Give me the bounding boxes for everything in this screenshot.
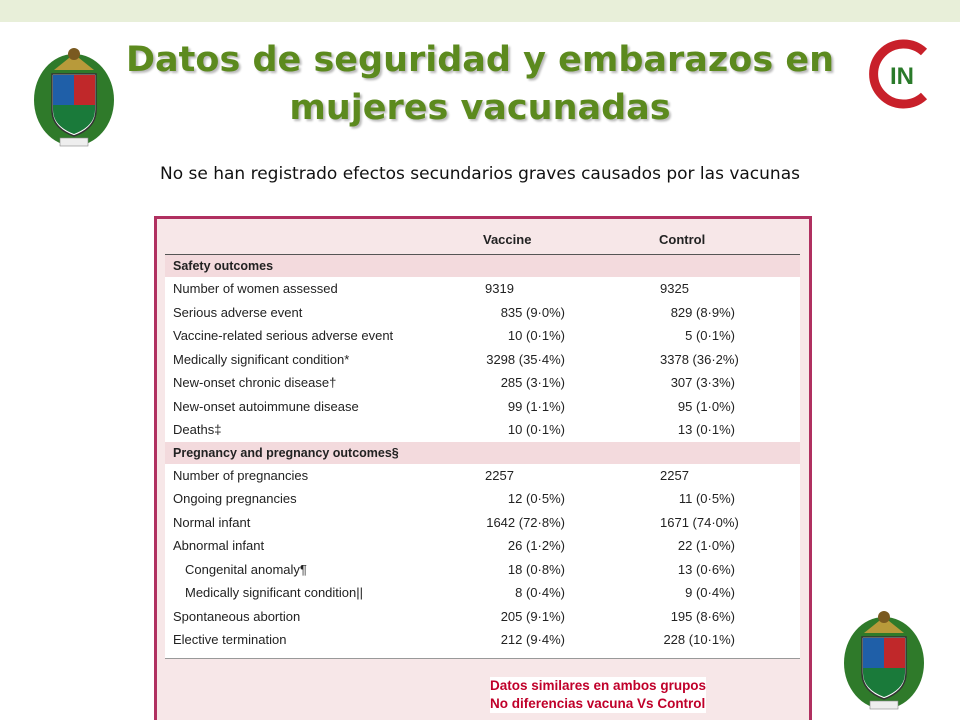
- table-row: [165, 348, 800, 372]
- control-value: 13 (0·1%): [677, 422, 735, 437]
- cin-logo-text: IN: [890, 63, 914, 90]
- vaccine-value: 3298 (35·4%): [486, 351, 565, 367]
- vaccine-value: 205 (9·1%): [500, 608, 565, 624]
- header-control: Control: [659, 232, 706, 247]
- row-label: Medically significant condition||: [185, 585, 364, 600]
- table-bottom-rule: [165, 652, 800, 659]
- row-label: New-onset chronic disease†: [173, 375, 337, 390]
- row-label: Congenital anomaly¶: [185, 561, 307, 577]
- slide-title: Datos de seguridad y embarazos en mujeres vacunadas: [126, 40, 834, 128]
- vaccine-value: 26 (1·2%): [507, 538, 565, 553]
- vaccine-value: 835 (9·0%): [500, 304, 565, 320]
- table-row: [165, 581, 800, 605]
- row-label: Normal infant: [173, 514, 251, 530]
- control-value: 829 (8·9%): [670, 304, 735, 320]
- control-value: 9 (0·4%): [685, 585, 735, 600]
- control-value: 228 (10·1%): [663, 632, 735, 647]
- table-row: [165, 395, 800, 419]
- vaccine-value: 8 (0·4%): [515, 585, 565, 600]
- table-row: [165, 605, 800, 629]
- control-value: 9325: [660, 281, 689, 296]
- vaccine-value: 1642 (72·8%): [486, 514, 565, 530]
- control-value: 13 (0·6%): [677, 561, 735, 577]
- row-label: Number of women assessed: [173, 281, 338, 296]
- control-value: 22 (1·0%): [677, 538, 735, 553]
- table-row: [165, 301, 800, 325]
- vaccine-value: 99 (1·1%): [507, 398, 565, 414]
- control-value: 1671 (74·0%): [660, 514, 739, 530]
- vaccine-value: 10 (0·1%): [507, 422, 565, 437]
- university-crest-logo-small: [840, 602, 928, 716]
- cin-logo: [866, 36, 940, 112]
- row-label: Vaccine-related serious adverse event: [173, 328, 394, 343]
- table-header: [165, 222, 800, 255]
- results-table: [165, 222, 800, 659]
- row-label: Deaths‡: [173, 422, 222, 437]
- control-value: 5 (0·1%): [685, 328, 735, 343]
- top-band: [0, 0, 960, 22]
- note-line-2: No diferencias vacuna Vs Control: [490, 696, 706, 711]
- vaccine-value: 9319: [485, 281, 514, 296]
- university-crest-logo: [30, 40, 118, 152]
- control-value: 3378 (36·2%): [660, 351, 739, 367]
- vaccine-value: 18 (0·8%): [507, 561, 565, 577]
- row-label: Elective termination: [173, 632, 287, 647]
- table-row: [165, 324, 800, 348]
- table-row: [165, 418, 800, 442]
- control-value: 307 (3·3%): [670, 375, 735, 390]
- table-row: [165, 487, 800, 511]
- row-label: Ongoing pregnancies: [173, 491, 297, 506]
- vaccine-value: 212 (9·4%): [500, 632, 565, 647]
- header-vaccine: Vaccine: [483, 232, 532, 247]
- section-header: Safety outcomes: [165, 255, 800, 277]
- vaccine-value: 285 (3·1%): [500, 375, 565, 390]
- table-body: [165, 255, 800, 652]
- control-value: 2257: [660, 467, 689, 483]
- vaccine-value: 12 (0·5%): [507, 491, 565, 506]
- vaccine-value: 2257: [485, 467, 514, 483]
- table-row: [165, 558, 800, 582]
- note-line-1: Datos similares en ambos grupos: [490, 678, 707, 693]
- row-label: Medically significant condition*: [173, 351, 350, 367]
- row-label: Serious adverse event: [173, 304, 303, 320]
- vaccine-value: 10 (0·1%): [507, 328, 565, 343]
- control-value: 195 (8·6%): [670, 608, 735, 624]
- row-label: New-onset autoimmune disease: [173, 398, 359, 414]
- section-header: Pregnancy and pregnancy outcomes§: [165, 442, 800, 464]
- slide-subtitle: No se han registrado efectos secundarios graves causados por las vacunas: [160, 164, 800, 184]
- table-row: [165, 277, 800, 301]
- table-row: [165, 464, 800, 488]
- row-label: Abnormal infant: [173, 538, 265, 553]
- table-row: [165, 628, 800, 652]
- table-row: [165, 534, 800, 558]
- control-value: 95 (1·0%): [677, 398, 735, 414]
- row-label: Number of pregnancies: [173, 467, 309, 483]
- row-label: Spontaneous abortion: [173, 608, 301, 624]
- table-row: [165, 371, 800, 395]
- conclusion-note: [490, 677, 706, 713]
- control-value: 11 (0·5%): [678, 491, 735, 506]
- table-row: [165, 511, 800, 535]
